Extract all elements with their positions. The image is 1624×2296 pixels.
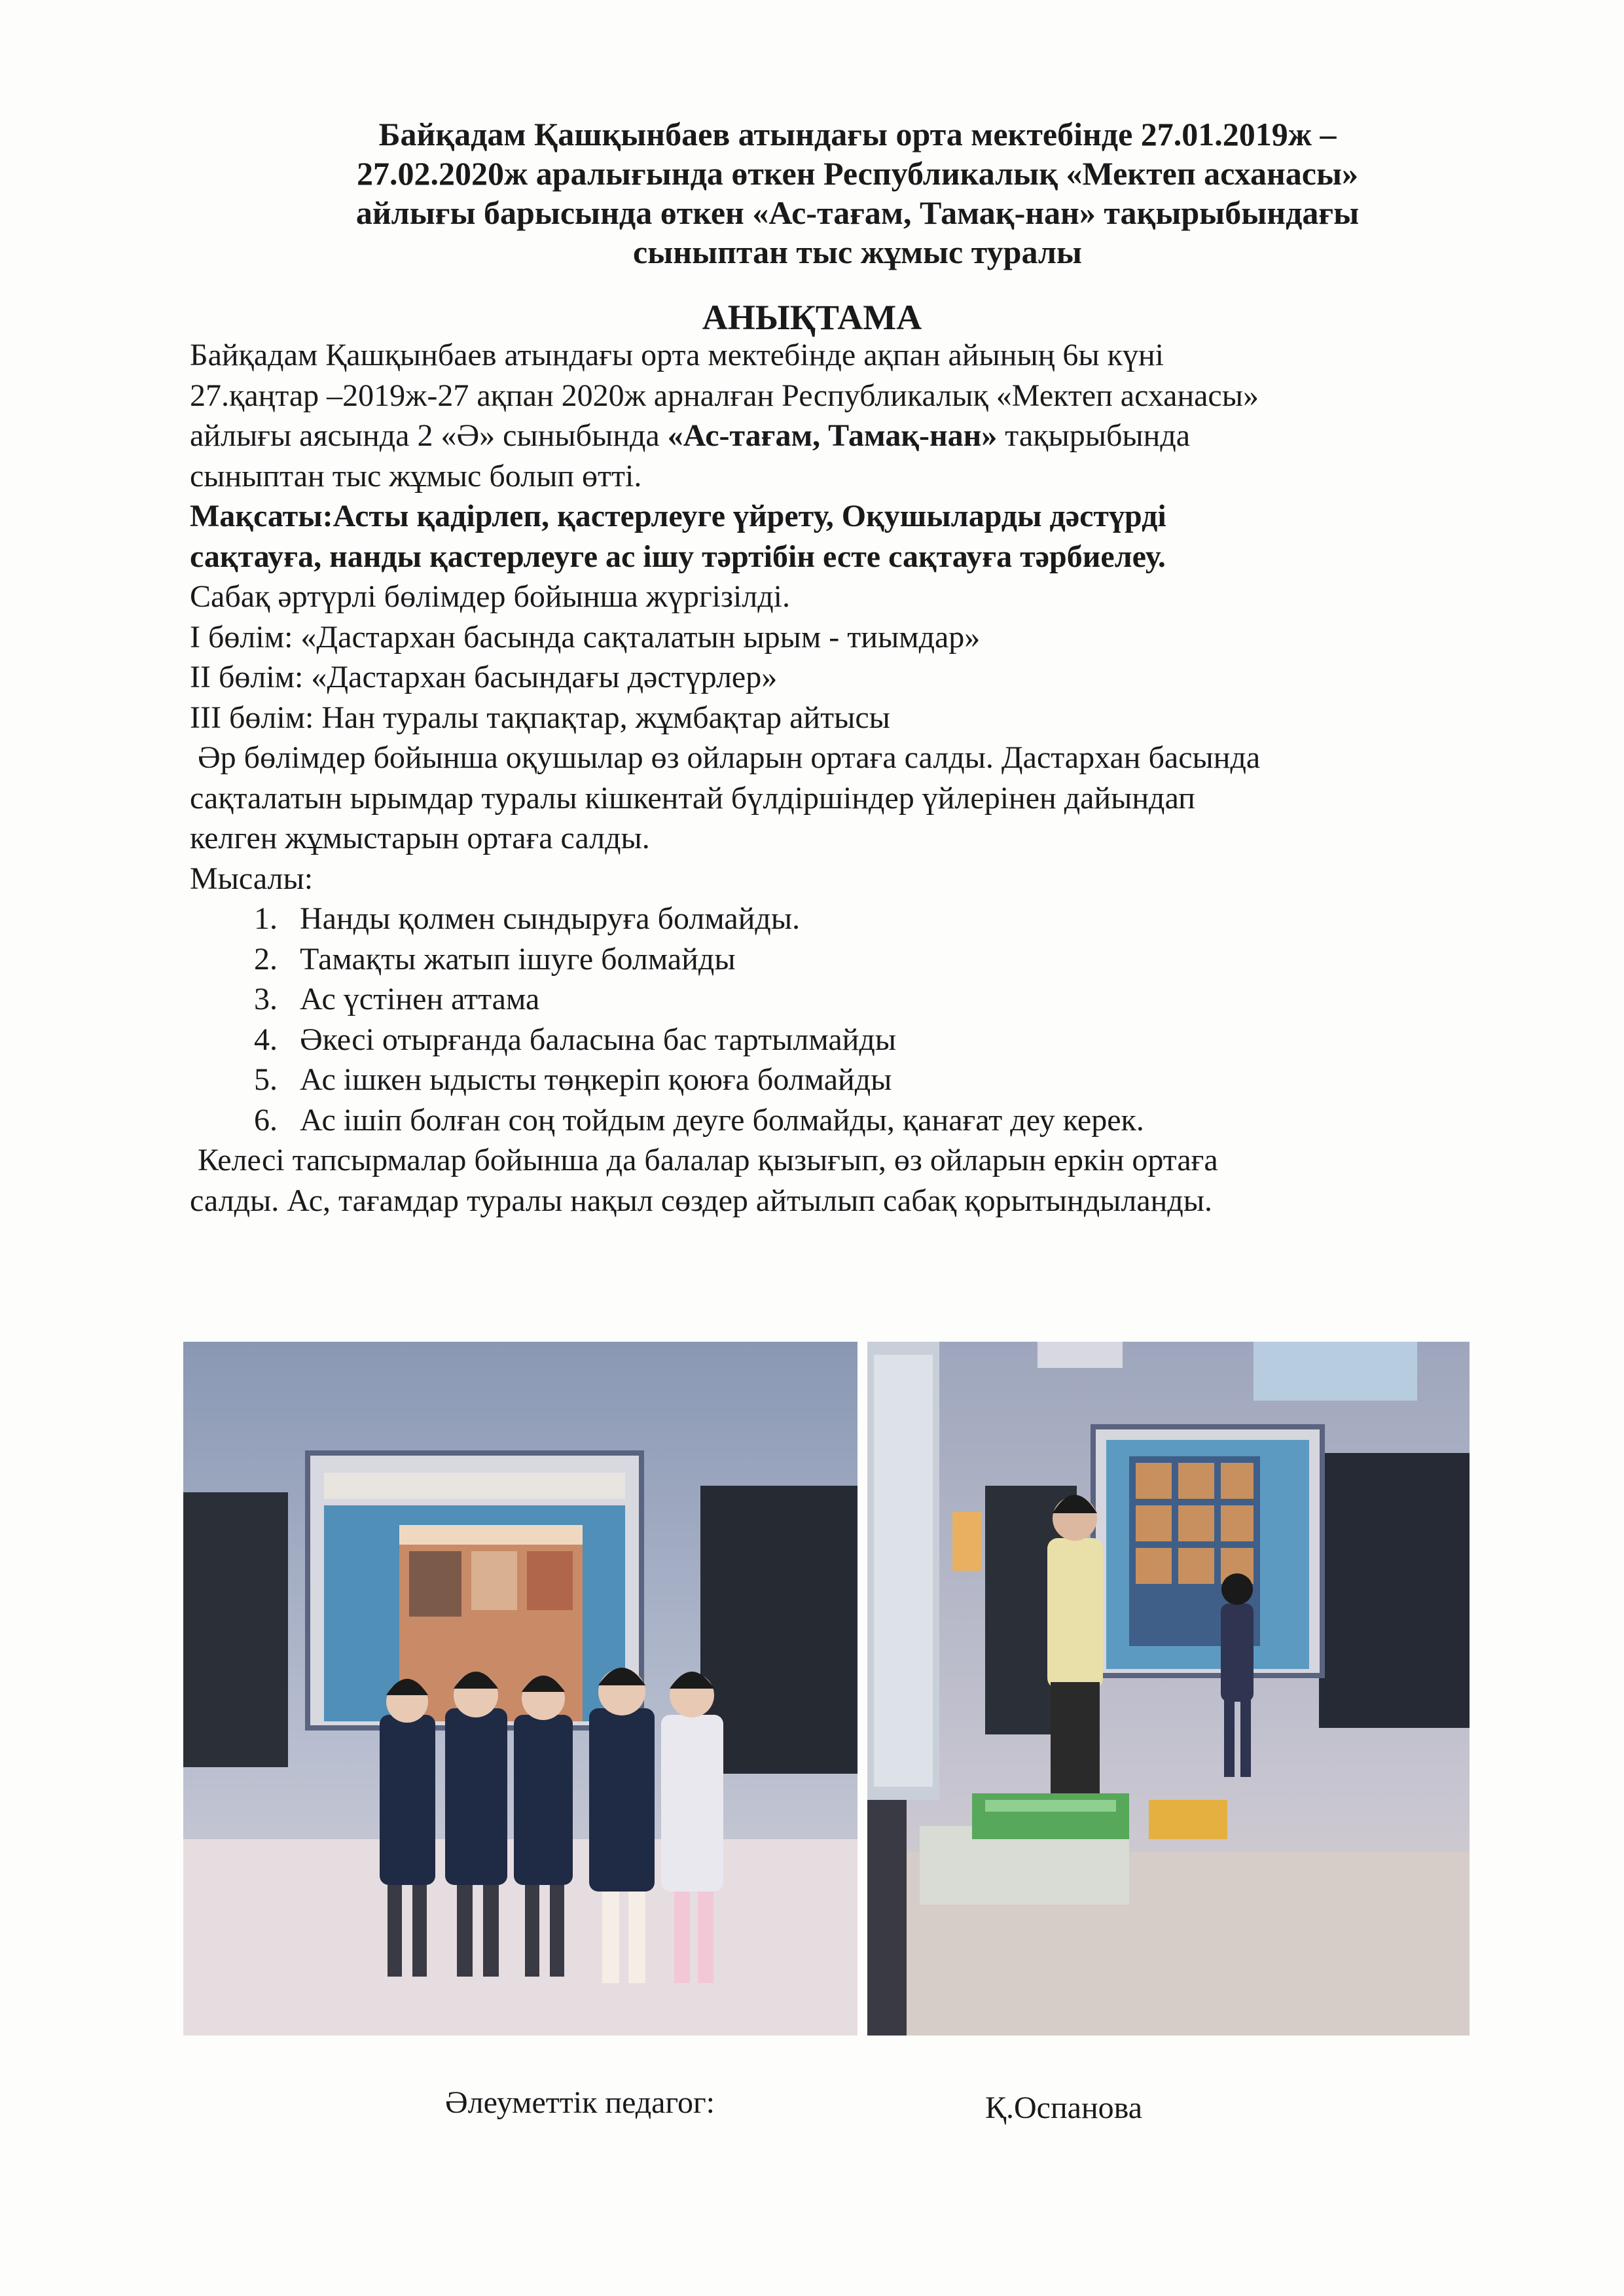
- list-text: Ас ішкен ыдысты төңкеріп қоюға болмайды: [300, 1062, 892, 1097]
- intro-line-3: [190, 416, 1558, 456]
- list-number: 6.: [254, 1102, 278, 1138]
- intro-line-2: 27.қаңтар –2019ж-27 ақпан 2020ж арналған Республикалық «Мектеп асханасы»: [190, 378, 1259, 413]
- summary-line-1: Әр бөлімдер бойынша оқушылар өз ойларын ортаға салды. Дастархан басында: [198, 740, 1261, 775]
- summary-line-3: келген жұмыстарын ортаға салды.: [190, 821, 650, 855]
- conclusion-line-1: Келесі тапсырмалар бойынша да балалар қызығып, өз ойларын еркін ортаға: [198, 1143, 1218, 1177]
- examples-label: Мысалы:: [190, 861, 314, 896]
- list-number: 3.: [254, 982, 278, 1016]
- section-2: ІІ бөлім: «Дастархан басындағы дәстүрлер»: [190, 660, 778, 694]
- list-text: Ас ішіп болған соң тойдым деуге болмайды, қанағат деу керек.: [300, 1102, 1144, 1138]
- heading-line-4: сыныптан тыс жұмыс туралы: [633, 234, 1082, 270]
- document-heading: [236, 115, 1479, 272]
- sections-intro: Сабақ әртүрлі бөлімдер бойынша жүргізілді.: [190, 579, 790, 614]
- document-body: [190, 335, 1558, 1221]
- list-number: 2.: [254, 941, 278, 977]
- list-item: [190, 1060, 1558, 1100]
- heading-line-2: 27.02.2020ж аралығында өткен Республикалық «Мектеп асханасы»: [356, 155, 1359, 192]
- intro-line-4: сыныптан тыс жұмыс болып өтті.: [190, 458, 642, 493]
- list-item: [190, 939, 1558, 980]
- list-item: [190, 1020, 1558, 1060]
- list-text: Әкесі отырғанда баласына бас тартылмайды: [300, 1022, 897, 1057]
- heading-line-3: айлығы барысында өткен «Ас-тағам, Тамақ-нан» тақырыбындағы: [355, 194, 1360, 231]
- list-number: 1.: [254, 901, 278, 936]
- classroom-photo-teacher: [867, 1342, 1470, 2036]
- examples-list: [190, 899, 1558, 1140]
- intro-line-1: Байқадам Қашқынбаев атындағы орта мектебінде ақпан айының 6ы күні: [190, 338, 1164, 372]
- intro-line-3-c: тақырыбында: [997, 418, 1191, 453]
- list-item: [190, 1100, 1558, 1141]
- document-title: АНЫҚТАМА: [702, 298, 922, 337]
- list-number: 4.: [254, 1022, 278, 1057]
- list-item: [190, 979, 1558, 1020]
- goal-line-2: сақтауға, нанды қастерлеуге ас ішу тәртібін есте сақтауға тәрбиелеу.: [190, 539, 1166, 574]
- list-text: Нанды қолмен сындыруға болмайды.: [300, 901, 801, 936]
- list-text: Тамақты жатып ішуге болмайды: [300, 941, 736, 977]
- photo-row: [183, 1342, 1466, 2036]
- signature-role: Әлеуметтік педагог:: [445, 2085, 715, 2120]
- list-text: Ас үстінен аттама: [300, 982, 540, 1016]
- summary-line-2: сақталатын ырымдар туралы кішкентай бүлдіршіндер үйлерінен дайындап: [190, 780, 1195, 816]
- heading-line-1: Байқадам Қашқынбаев атындағы орта мектебінде 27.01.2019ж –: [378, 116, 1337, 152]
- section-1: І бөлім: «Дастархан басында сақталатын ырым - тиымдар»: [190, 619, 981, 655]
- list-item: [190, 899, 1558, 939]
- classroom-photo-students: [183, 1342, 857, 2036]
- intro-line-3-a: айлығы аясында 2 «Ә» сыныбында: [190, 418, 668, 453]
- signature-name: Қ.Оспанова: [985, 2090, 1142, 2125]
- list-number: 5.: [254, 1062, 278, 1097]
- intro-topic-bold: «Ас-тағам, Тамақ-нан»: [667, 418, 998, 453]
- goal-line-1: Мақсаты:Асты қадірлеп, қастерлеуге үйрету, Оқушыларды дәстүрді: [190, 499, 1166, 533]
- conclusion-line-2: салды. Ас, тағамдар туралы нақыл сөздер айтылып сабақ қорытындыланды.: [190, 1183, 1213, 1218]
- section-3: ІІІ бөлім: Нан туралы тақпақтар, жұмбақтар айтысы: [190, 700, 890, 735]
